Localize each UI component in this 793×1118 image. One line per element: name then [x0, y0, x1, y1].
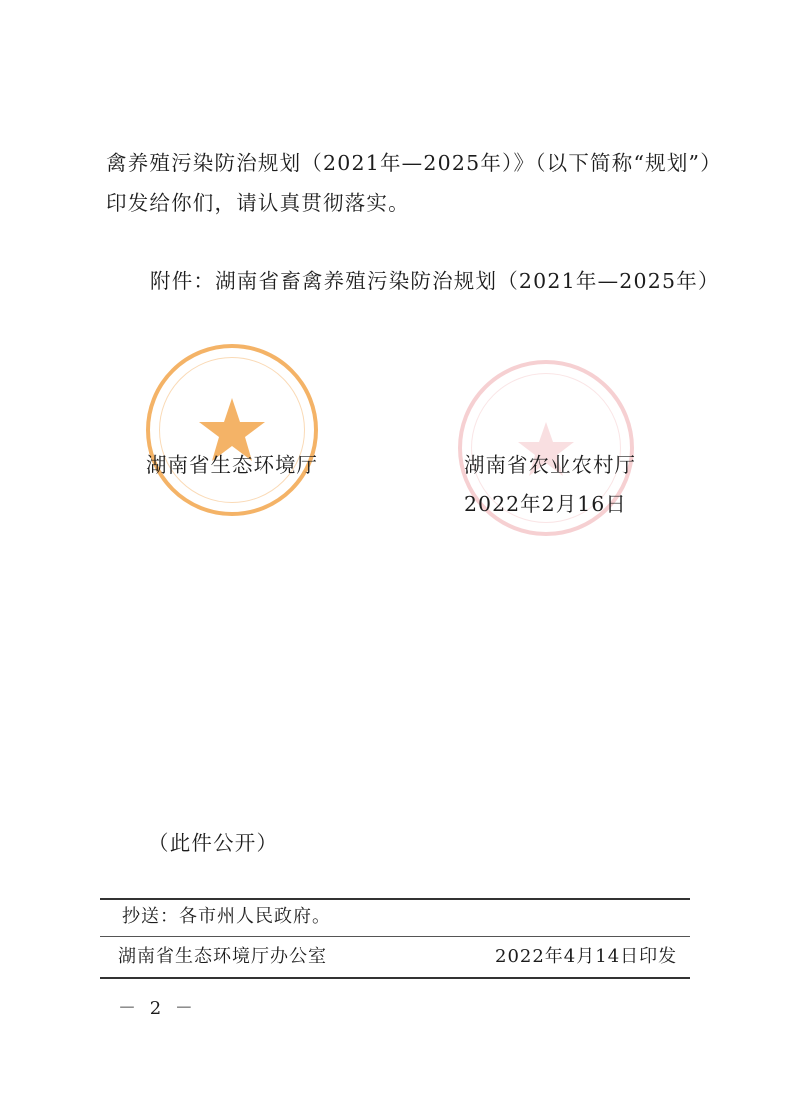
seal-star-icon — [150, 348, 314, 512]
footer-rule-bottom — [100, 977, 690, 979]
signing-date: 2022年2月16日 — [464, 492, 627, 516]
disclosure-note: （此件公开） — [148, 831, 279, 855]
signer-eco-department: 湖南省生态环境厅 — [146, 453, 318, 477]
footer-rule-middle — [100, 936, 690, 937]
body-text-line-1: 禽养殖污染防治规划（2021年—2025年）》（以下简称“规划”） — [106, 151, 722, 175]
page-number: － 2 － — [118, 998, 197, 1019]
issue-date: 2022年4月14日印发 — [495, 946, 678, 967]
body-text-line-2: 印发给你们，请认真贯彻落实。 — [106, 191, 410, 215]
signer-agri-department: 湖南省农业农村厅 — [464, 453, 636, 477]
attachment-line: 附件：湖南省畜禽养殖污染防治规划（2021年—2025年） — [150, 269, 720, 293]
eco-department-seal — [146, 344, 318, 516]
footer-rule-top — [100, 898, 690, 900]
cc-recipients: 抄送：各市州人民政府。 — [122, 906, 331, 927]
issuing-office: 湖南省生态环境厅办公室 — [118, 946, 327, 967]
